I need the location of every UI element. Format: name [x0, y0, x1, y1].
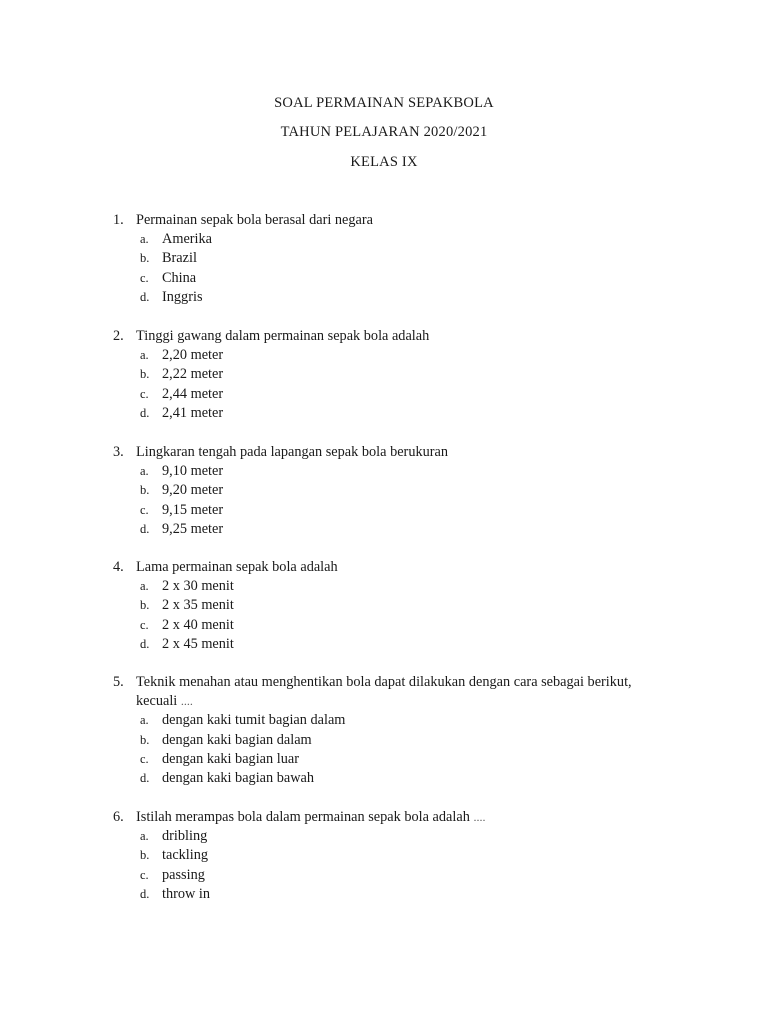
question-text: Lama permainan sepak bola adalah — [136, 559, 338, 575]
option-b — [113, 731, 673, 750]
question-number: 1. — [113, 212, 124, 228]
option-text: dengan kaki tumit bagian dalam — [162, 712, 346, 729]
question-text-continuation — [113, 692, 673, 711]
option-text: 2 x 35 menit — [162, 597, 234, 614]
option-letter: a. — [140, 232, 149, 247]
option-letter: a. — [140, 464, 149, 479]
option-text: 9,15 meter — [162, 501, 224, 518]
question-4 — [113, 558, 673, 654]
option-letter: c. — [140, 502, 149, 517]
option-text: throw in — [162, 885, 211, 902]
option-d — [113, 404, 673, 423]
option-letter: d. — [140, 771, 150, 786]
question-text: Permainan sepak bola berasal dari negara — [136, 212, 373, 228]
option-letter: d. — [140, 521, 150, 536]
option-b — [113, 481, 673, 500]
option-letter: c. — [140, 617, 149, 632]
option-letter: d. — [140, 405, 150, 420]
option-letter: c. — [140, 867, 149, 882]
answer-options — [113, 577, 673, 654]
answer-options — [113, 230, 673, 307]
question-2 — [113, 327, 673, 423]
option-text: 2,20 meter — [162, 347, 224, 364]
question-1 — [113, 211, 673, 307]
option-letter: c. — [140, 270, 149, 285]
option-text: 9,20 meter — [162, 482, 224, 499]
option-b — [113, 596, 673, 615]
school-year-heading: TAHUN PELAJARAN 2020/2021 — [280, 124, 488, 140]
answer-options — [113, 827, 673, 904]
option-text: 9,10 meter — [162, 463, 224, 480]
option-text: Inggris — [162, 288, 203, 305]
option-a — [113, 230, 673, 249]
option-letter: b. — [140, 848, 150, 863]
question-5 — [113, 673, 673, 788]
document-title: SOAL PERMAINAN SEPAKBOLA — [274, 95, 494, 111]
question-6 — [113, 808, 673, 904]
option-a — [113, 462, 673, 481]
answer-options — [113, 346, 673, 423]
option-letter: a. — [140, 348, 149, 363]
option-letter: c. — [140, 386, 149, 401]
option-text: dengan kaki bagian luar — [162, 750, 299, 767]
question-number: 5. — [113, 674, 124, 690]
question-3 — [113, 443, 673, 539]
question-text: Teknik menahan atau menghentikan bola dapat dilakukan dengan cara sebagai berikut, — [136, 674, 632, 690]
option-d — [113, 288, 673, 307]
option-b — [113, 365, 673, 384]
option-letter: d. — [140, 636, 150, 651]
question-text: Tinggi gawang dalam permainan sepak bola adalah — [136, 328, 430, 344]
question-text: Lingkaran tengah pada lapangan sepak bola berukuran — [136, 444, 449, 460]
question-number: 6. — [113, 809, 124, 825]
option-text: Amerika — [162, 231, 213, 248]
option-text: 2,41 meter — [162, 404, 224, 421]
option-letter: b. — [140, 367, 150, 382]
option-letter: b. — [140, 598, 150, 613]
option-a — [113, 577, 673, 596]
answer-options — [113, 711, 673, 788]
option-text: China — [162, 269, 197, 286]
question-text-continued: kecuali — [136, 693, 178, 710]
question-text: Istilah merampas bola dalam permainan sepak bola adalah — [136, 809, 470, 825]
option-text: Brazil — [162, 250, 197, 267]
option-letter: a. — [140, 579, 149, 594]
option-c — [113, 866, 673, 885]
option-text: dengan kaki bagian dalam — [162, 731, 312, 748]
option-c — [113, 616, 673, 635]
option-text: tackling — [162, 847, 209, 864]
question-number: 2. — [113, 328, 124, 344]
answer-options — [113, 462, 673, 539]
option-d — [113, 635, 673, 654]
blank-dots: .... — [473, 810, 486, 824]
option-letter: d. — [140, 886, 150, 901]
option-text: 2,44 meter — [162, 385, 224, 402]
option-text: 2 x 30 menit — [162, 578, 234, 595]
option-letter: b. — [140, 732, 150, 747]
option-text: dengan kaki bagian bawah — [162, 770, 315, 787]
option-letter: a. — [140, 713, 149, 728]
option-text: passing — [162, 866, 205, 883]
option-a — [113, 346, 673, 365]
option-letter: b. — [140, 483, 150, 498]
option-text: dribling — [162, 828, 208, 845]
option-d — [113, 520, 673, 539]
option-letter: b. — [140, 251, 150, 266]
option-letter: d. — [140, 289, 150, 304]
option-letter: c. — [140, 751, 149, 766]
option-text: 2,22 meter — [162, 366, 224, 383]
option-a — [113, 827, 673, 846]
option-c — [113, 750, 673, 769]
question-number: 4. — [113, 559, 124, 575]
option-b — [113, 249, 673, 268]
option-b — [113, 846, 673, 865]
blank-dots: .... — [180, 694, 193, 709]
option-c — [113, 385, 673, 404]
option-d — [113, 769, 673, 788]
option-c — [113, 501, 673, 520]
question-number: 3. — [113, 444, 124, 460]
option-d — [113, 885, 673, 904]
class-heading: KELAS IX — [350, 154, 418, 170]
option-c — [113, 269, 673, 288]
option-text: 9,25 meter — [162, 520, 224, 537]
option-a — [113, 711, 673, 730]
option-text: 2 x 45 menit — [162, 635, 234, 652]
option-text: 2 x 40 menit — [162, 616, 234, 633]
option-letter: a. — [140, 829, 149, 844]
